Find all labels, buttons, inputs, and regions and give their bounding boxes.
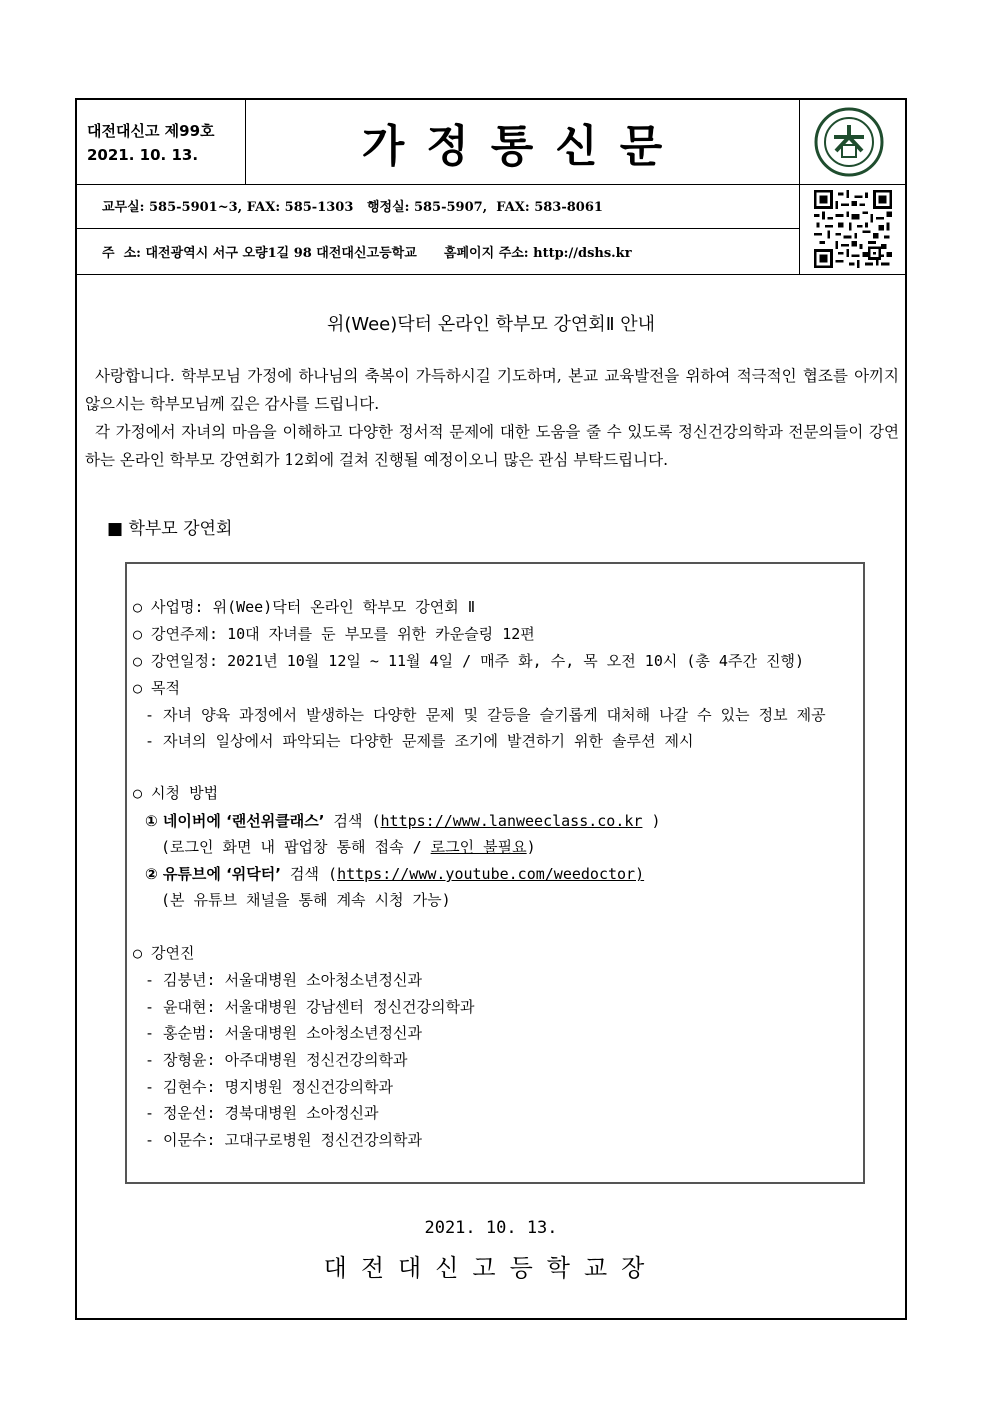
method-1-note-end: ) — [526, 838, 536, 856]
method-2-note: (본 유튜브 채널을 통해 계속 시청 가능) — [161, 891, 451, 909]
intro-paragraph-1: 사랑합니다. 학부모님 가정에 하나님의 축복이 가득하시길 기도하며, 본교 교육발전을 위하여 적극적인 협조를 아끼지 않으시는 학부모님께 깊은 감사를 드립니다. — [85, 367, 899, 413]
footer-signature: 대전대신고등학교장 — [323, 1254, 659, 1282]
address-row — [77, 228, 799, 274]
youtube-link[interactable]: https://www.youtube.com/weedoctor) — [337, 865, 645, 883]
side-divider — [800, 184, 906, 185]
contact-row — [77, 184, 799, 229]
method-1-text: 검색 ( — [324, 812, 381, 830]
method-item-1 — [145, 810, 661, 831]
speaker-item: - 홍순범: 서울대병원 소아청소년정신과 — [145, 1024, 422, 1042]
method-1-end: ) — [642, 812, 661, 830]
method-2-label: ② 유튜브에 ‘위닥터’ — [145, 865, 281, 883]
speaker-item: - 김현수: 명지병원 정신건강의학과 — [145, 1078, 394, 1096]
no-login-text: 로그인 불필요 — [430, 838, 527, 856]
purpose-item-1: - 자녀 양육 과정에서 발생하는 다양한 문제 및 갈등을 슬기롭게 대처해 나갈 수 있는 정보 제공 — [145, 706, 826, 724]
address-info: 주 소: 대전광역시 서구 오량1길 98 대전대신고등학교 홈페이지 주소: http://dshs.kr — [102, 246, 632, 261]
section-heading: ■ 학부모 강연회 — [107, 519, 233, 539]
speaker-item: - 김붕년: 서울대병원 소아청소년정신과 — [145, 971, 422, 989]
method-heading: ○ 시청 방법 — [133, 784, 219, 802]
purpose-heading: ○ 목적 — [133, 679, 181, 697]
page-title: 가정통신문 — [361, 121, 685, 172]
lanweeclass-link[interactable]: https://www.lanweeclass.co.kr — [380, 812, 643, 830]
method-2-text: 검색 ( — [280, 865, 338, 883]
intro-paragraph-2: 각 가정에서 자녀의 마음을 이해하고 다양한 정서적 문제에 대한 도움을 줄 수 있도록 정신건강의학과 전문의들이 강연하는 온라인 학부모 강연회가 12회에 걸쳐 진행될 예정이오니 많은 관심 부탁드립니다. — [85, 423, 899, 469]
method-1-note-text: (로그인 화면 내 팝업창 통해 접속 / — [161, 838, 431, 856]
header-side-column — [799, 100, 906, 274]
issue-number: 대전대신고 제99호 — [87, 122, 215, 140]
school-emblem-icon — [814, 107, 884, 177]
lecture-schedule: ○ 강연일정: 2021년 10월 12일 ~ 11월 4일 / 매주 화, 수, 목 오전 10시 (총 4주간 진행) — [133, 652, 804, 670]
method-1-note — [161, 836, 536, 857]
document-title: 위(Wee)닥터 온라인 학부모 강연회Ⅱ 안내 — [326, 314, 656, 335]
lecture-topic: ○ 강연주제: 10대 자녀를 둔 부모를 위한 카운슬링 12편 — [133, 625, 535, 643]
speaker-item: - 윤대현: 서울대병원 강남센터 정신건강의학과 — [145, 998, 475, 1016]
contact-info: 교무실: 585-5901~3, FAX: 585-1303 행정실: 585-5907, FAX: 583-8061 — [102, 200, 603, 215]
speaker-item: - 장형윤: 아주대병원 정신건강의학과 — [145, 1051, 408, 1069]
program-name: ○ 사업명: 위(Wee)닥터 온라인 학부모 강연회 Ⅱ — [133, 598, 476, 616]
header-divider — [77, 274, 905, 275]
purpose-item-2: - 자녀의 일상에서 파악되는 다양한 문제를 조기에 발견하기 위한 솔루션 제시 — [145, 732, 694, 750]
intro-text — [85, 362, 899, 474]
speakers-heading: ○ 강연진 — [133, 944, 195, 962]
speaker-item: - 이문수: 고대구로병원 정신건강의학과 — [145, 1131, 422, 1149]
info-box — [125, 562, 865, 1184]
issue-date: 2021. 10. 13. — [87, 146, 199, 164]
method-1-label: ① 네이버에 ‘랜선위클래스’ — [145, 812, 325, 830]
speaker-item: - 정운선: 경북대병원 소아정신과 — [145, 1104, 379, 1122]
document-frame — [75, 98, 907, 1320]
issue-box — [77, 100, 246, 184]
header-top-row — [77, 100, 905, 185]
qr-code-icon — [814, 190, 892, 268]
method-item-2 — [145, 863, 644, 884]
footer-date: 2021. 10. 13. — [424, 1218, 558, 1238]
